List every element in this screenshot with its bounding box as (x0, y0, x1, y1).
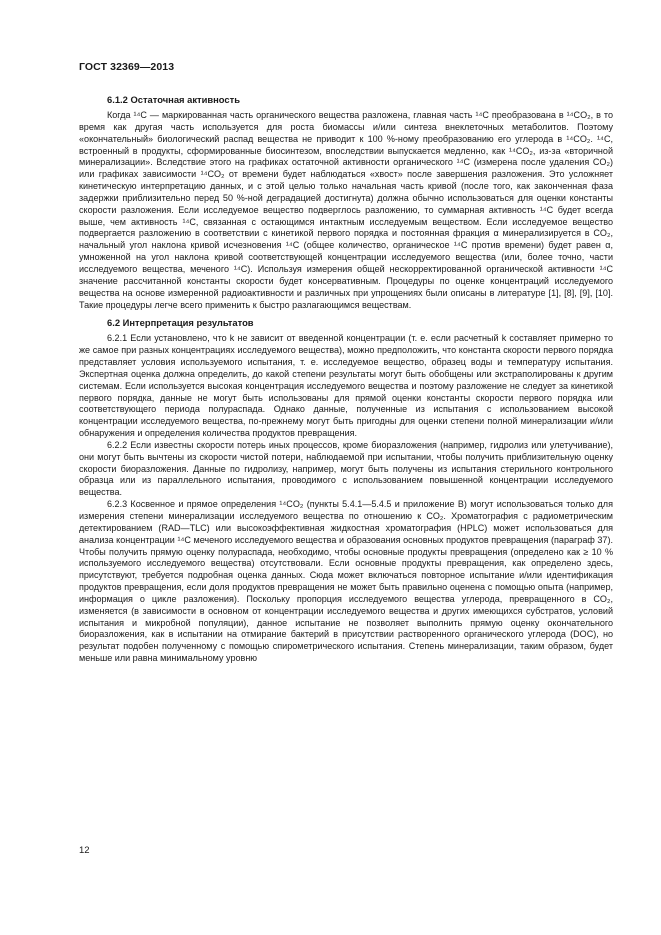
document-body (79, 94, 613, 665)
paragraph-6-2-1: 6.2.1 Если установлено, что k не зависит от введенной концентрации (т. е. если расчетный k составляет примерно то же самое при разных концентрациях исследуемого вещества), можно предположить, что константа скорости первого порядка представляет условия используемого испытания, т. е. исследуемое вещество, образец воды и температуру испытания. Экспертная оценка должна определить, до какой степени результаты могут быть обобщены или экстраполированы к другим системам. Если используется высокая концентрация исследуемого вещества и поэтому разложение не следует за кинетикой первого порядка, данные не могут быть использованы для прямой оценки константы скорости первого порядка или соответствующего периода полураспада. Однако данные, полученные из испытания с использованием высокой концентрации исследуемого вещества, по-прежнему могут быть пригодны для оценки степени полной минерализации и/или обнаружения и определения количества продуктов превращения. (79, 333, 613, 439)
section-heading-6-1-2: 6.1.2 Остаточная активность (107, 94, 240, 105)
paragraph-residual-activity: Когда ¹⁴C — маркированная часть органического вещества разложена, главная часть ¹⁴C преобразована в ¹⁴CO₂, в то время как другая часть используется для роста биомассы и/или синтеза внеклеточных метаболитов. Поэтому «окончательный» биологический распад вещества не приводит к 100 %-ному преобразованию его углерода в ¹⁴CO₂. ¹⁴C, встроенный в продукты, сформированные биосинтезом, впоследствии выпускается медленно, как ¹⁴CO₂, из-за «вторичной минерализации». Вследствие этого на графиках остаточной активности органического ¹⁴C (измерена после удаления CO₂) или графиках зависимости ¹⁴CO₂ от времени будет наблюдаться «хвост» после завершения разложения. Это усложняет кинетическую интерпретацию данных, и с этой целью только начальная часть кривой (после того, как законченная фаза задержки приблизительно перед 50 %-ной деградацией достигнута) должна обычно использоваться для оценки константы скорости разложения. Если исследуемое вещество подверглось разложению, то суммарная активность ¹⁴C будет всегда выше, чем активность ¹⁴C, связанная с остающимся интактным исследуемым веществом. Если исследуемое вещество подвергается разложению в соответствии с кинетикой первого порядка и постоянная фракция α минерализируется в CO₂, начальный угол наклона кривой исчезновения ¹⁴C (общее количество, органическое ¹⁴C против времени) будет равен α, умноженной на угол наклона кривой соответствующей концентрации исследуемого вещества (или, более точно, части исследуемого вещества, меченого ¹⁴C). Используя измерения общей нескорректированной органической активности ¹⁴C значение рассчитанной константы скорости будет консервативным. Процедуры по оценке концентраций исследуемого вещества на основе измеренной радиоактивности и различных при упрощениях были описаны в литературе [1], [8], [9], [10]. Такие процедуры легче всего применить к быстро разлагающимся веществам. (79, 110, 613, 310)
paragraph-6-2-3: 6.2.3 Косвенное и прямое определения ¹⁴CO₂ (пункты 5.4.1—5.4.5 и приложение B) могут использоваться только для измерения степени минерализации исследуемого вещества по отношению к CO₂. Хроматография с радиометрическим детектированием (RAD—TLC) или высокоэффективная жидкостная хроматография (HPLC) может использоваться для анализа концентрации ¹⁴C меченого исследуемого вещества и образования основных продуктов превращения (параграф 37). Чтобы получить прямую оценку полураспада, необходимо, чтобы основные продукты превращения (определено как ≥ 10 % используемого исследуемого вещества) отсутствовали. Если основные продукты превращения, как определено здесь, присутствуют, требуется подробная оценка данных. Сюда может включаться повторное испытание и/или идентификация продуктов превращения, если доля продуктов превращения не может быть правильно оценена с помощью опыта (например, информация о цикле разложения). Поскольку пропорция исследуемого вещества углерода, превращенного в CO₂, изменяется (в зависимости в основном от концентрации исследуемого вещества и других имеющихся субстратов, условий испытания и микробной популяции), данное испытание не позволяет выполнить прямую оценку окончательного биоразложения, как в испытании на отмирание бактерий в присутствии растворенного органического углерода (DOC), но результат подобен полученному с помощью спирометрического испытания. Степень минерализации, таким образом, будет меньше или равна минимальному уровню (79, 499, 613, 664)
page-number: 12 (79, 845, 90, 856)
section-heading-6-2: 6.2 Интерпретация результатов (107, 317, 254, 329)
paragraph-6-2-2: 6.2.2 Если известны скорости потерь иных процессов, кроме биоразложения (например, гидролиз или улетучивание), они могут быть вычтены из скорости чистой потери, наблюдаемой при испытании, чтобы получить приблизительную оценку скорости биоразложения. Данные по гидролизу, например, могут быть получены из испытания стерильного контрольного образца или из параллельного испытания, проводимого с использованием повышенной концентрации исследуемого вещества. (79, 439, 613, 498)
document-header: ГОСТ 32369—2013 (79, 61, 175, 73)
